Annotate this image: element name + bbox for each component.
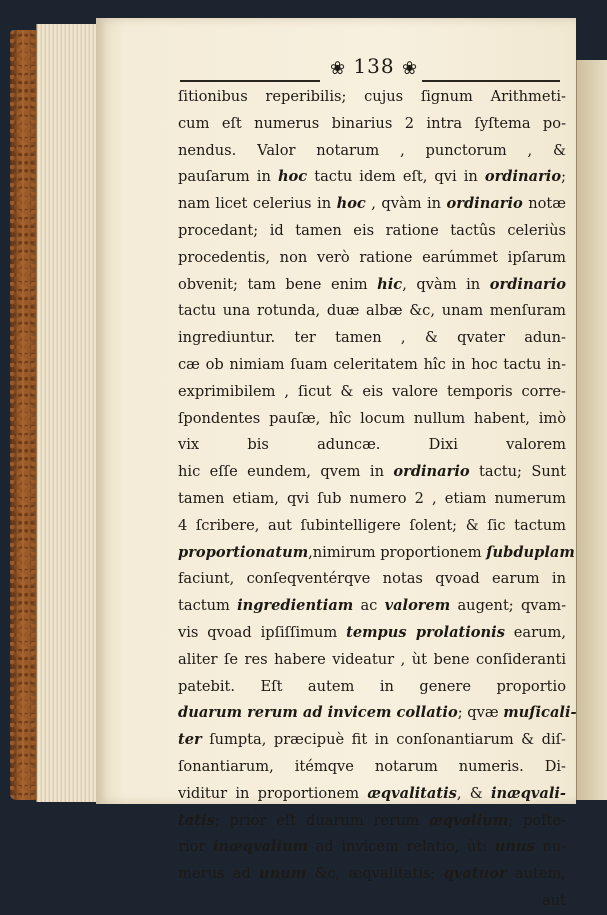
- italic-run: muſicali-: [503, 704, 577, 722]
- italic-run: ordinario: [446, 195, 523, 213]
- text-run: vix bis aduncæ. Dixi valorem: [178, 436, 566, 454]
- italic-run: tempus prolationis: [346, 623, 505, 641]
- text-line: [178, 620, 566, 647]
- text-run: earum,: [504, 623, 566, 641]
- italic-run: ſubduplam: [486, 543, 575, 561]
- text-line: [178, 754, 566, 781]
- italic-run: ordinario: [393, 463, 470, 481]
- text-line: [178, 647, 566, 674]
- header-rule-right: [422, 80, 560, 82]
- italic-run: æqvalium: [429, 811, 509, 829]
- text-run: cum eſt numerus binarius 2 intra ſyſtema po-: [178, 114, 566, 132]
- text-run: ſitionibus reperibilis; cujus ſignum Arithmeti-: [178, 88, 566, 105]
- text-line: [178, 111, 566, 138]
- text-line: [178, 674, 566, 701]
- text-run: exprimibilem , ſicut & eis valore temporis corre-: [178, 382, 566, 400]
- text-run: tactu una rotunda, duæ albæ &c, unam menſuram: [178, 302, 566, 320]
- text-run: &c, æqvalitatis;: [306, 865, 444, 883]
- text-run: pauſarum in: [178, 168, 278, 186]
- text-run: nu-: [534, 838, 567, 856]
- text-run: faciunt, conſeqventérqve notas qvoad earum in: [178, 570, 566, 588]
- text-run: ; qvæ: [457, 704, 504, 722]
- text-run: nam licet celerius in: [178, 195, 337, 213]
- text-run: , &: [456, 784, 491, 802]
- text-run: 4 ſcribere, aut ſubintelligere ſolent; & ſic tactum: [178, 516, 566, 534]
- fleuron-icon: ❀: [329, 58, 347, 79]
- italic-run: duarum rerum ad invicem collatio: [178, 704, 458, 722]
- text-line: [178, 432, 566, 459]
- text-line: [178, 406, 566, 433]
- text-run: aut: [542, 891, 566, 909]
- text-run: obvenit; tam bene enim: [178, 275, 378, 293]
- text-run: hic eſſe eundem, qvem in: [178, 463, 394, 481]
- text-run: aliter ſe res habere videatur , ùt bene conſideranti: [178, 650, 566, 668]
- fleuron-icon: ❀: [401, 58, 419, 79]
- text-run: ac: [353, 597, 385, 615]
- italic-run: hoc: [277, 168, 308, 186]
- italic-run: æqvalitatis: [367, 784, 457, 802]
- book-fore-edge: [10, 30, 38, 800]
- text-run: ,nimirum proportionem: [308, 543, 487, 561]
- text-run: tactu; Sunt: [469, 463, 567, 481]
- text-run: ſonantiarum, itémqve notarum numeris. Di-: [178, 757, 566, 775]
- page-number: [326, 54, 422, 79]
- text-run: ſpondentes pauſæ, hîc locum nullum habent, imò: [178, 409, 566, 427]
- italic-run: ingredientiam: [237, 597, 354, 615]
- text-run: procedentis, non verò ratione earúmmet ipſarum: [178, 248, 566, 266]
- italic-run: qvatuor: [443, 865, 507, 883]
- italic-run: hic: [377, 275, 403, 293]
- text-line: [178, 459, 566, 486]
- page-number-value: 138: [353, 54, 395, 78]
- text-line: [178, 540, 575, 567]
- text-line: [178, 781, 566, 808]
- text-run: nendus. Valor notarum , punctorum , &: [178, 141, 566, 159]
- text-line: [178, 808, 566, 835]
- italic-run: unum: [258, 865, 307, 883]
- text-run: merus ad: [178, 865, 259, 883]
- text-run: cæ ob nimiam ſuam celeritatem hîc in hoc tactu in-: [178, 355, 566, 373]
- text-run: viditur in proportionem: [178, 784, 368, 802]
- italic-run: inæqvali-: [490, 784, 566, 802]
- text-line: [178, 272, 566, 299]
- text-run: ; prior eſt duarum rerum: [214, 811, 430, 829]
- italic-run: ter: [178, 731, 202, 749]
- text-line: [178, 834, 566, 861]
- text-line: [178, 164, 566, 191]
- text-line: [178, 218, 566, 245]
- text-line: [178, 888, 566, 915]
- text-line: [178, 352, 566, 379]
- italic-run: ordinario: [489, 275, 567, 293]
- header-rule-left: [180, 80, 320, 82]
- text-run: rior: [178, 838, 213, 856]
- text-run: ; poſte-: [508, 811, 566, 829]
- italic-run: proportionatum: [178, 543, 309, 561]
- text-line: [178, 566, 566, 593]
- text-run: autem,: [506, 865, 566, 883]
- text-line: [178, 245, 566, 272]
- text-run: tactu idem eſt, qvi in: [307, 168, 485, 186]
- text-line: [178, 593, 566, 620]
- italic-run: hoc: [336, 195, 366, 213]
- text-run: , qvàm in: [365, 195, 447, 213]
- facing-page-edge: [576, 60, 607, 800]
- text-run: ad invicem relatio, ùt:: [308, 838, 495, 856]
- text-run: tactum: [178, 597, 238, 615]
- italic-run: ordinario: [484, 168, 562, 186]
- text-line: [178, 325, 566, 352]
- page-edges: [36, 24, 101, 802]
- text-run: patebit. Eſt autem in genere proportio: [178, 677, 566, 695]
- text-run: tamen etiam, qvi ſub numero 2 , etiam numerum: [178, 489, 566, 507]
- body-text: [178, 84, 577, 915]
- text-run: notæ: [522, 195, 567, 213]
- text-line: [178, 191, 566, 218]
- text-line: [178, 700, 577, 727]
- text-line: [178, 513, 566, 540]
- text-run: augent; qvam-: [450, 597, 567, 615]
- text-line: [178, 861, 566, 888]
- text-run: procedant; id tamen eis ratione tactûs celeriùs: [178, 221, 566, 239]
- text-run: , qvàm in: [402, 275, 490, 293]
- italic-run: tatis: [178, 811, 215, 829]
- text-line: [178, 727, 566, 754]
- text-line: [178, 138, 566, 165]
- text-run: ;: [561, 168, 566, 186]
- text-run: ſumpta, præcipuè fit in conſonantiarum & diſ-: [201, 731, 566, 749]
- text-line: [178, 379, 566, 406]
- italic-run: valorem: [384, 597, 451, 615]
- page-header: [96, 50, 576, 86]
- italic-run: unus: [494, 838, 535, 856]
- text-line: [178, 298, 566, 325]
- text-run: vis qvoad ipſiſſimum: [178, 623, 347, 641]
- text-line: [178, 84, 566, 111]
- italic-run: inæqvalium: [212, 838, 309, 856]
- text-run: ingrediuntur. ter tamen , & qvater adun-: [178, 329, 566, 347]
- text-line: [178, 486, 566, 513]
